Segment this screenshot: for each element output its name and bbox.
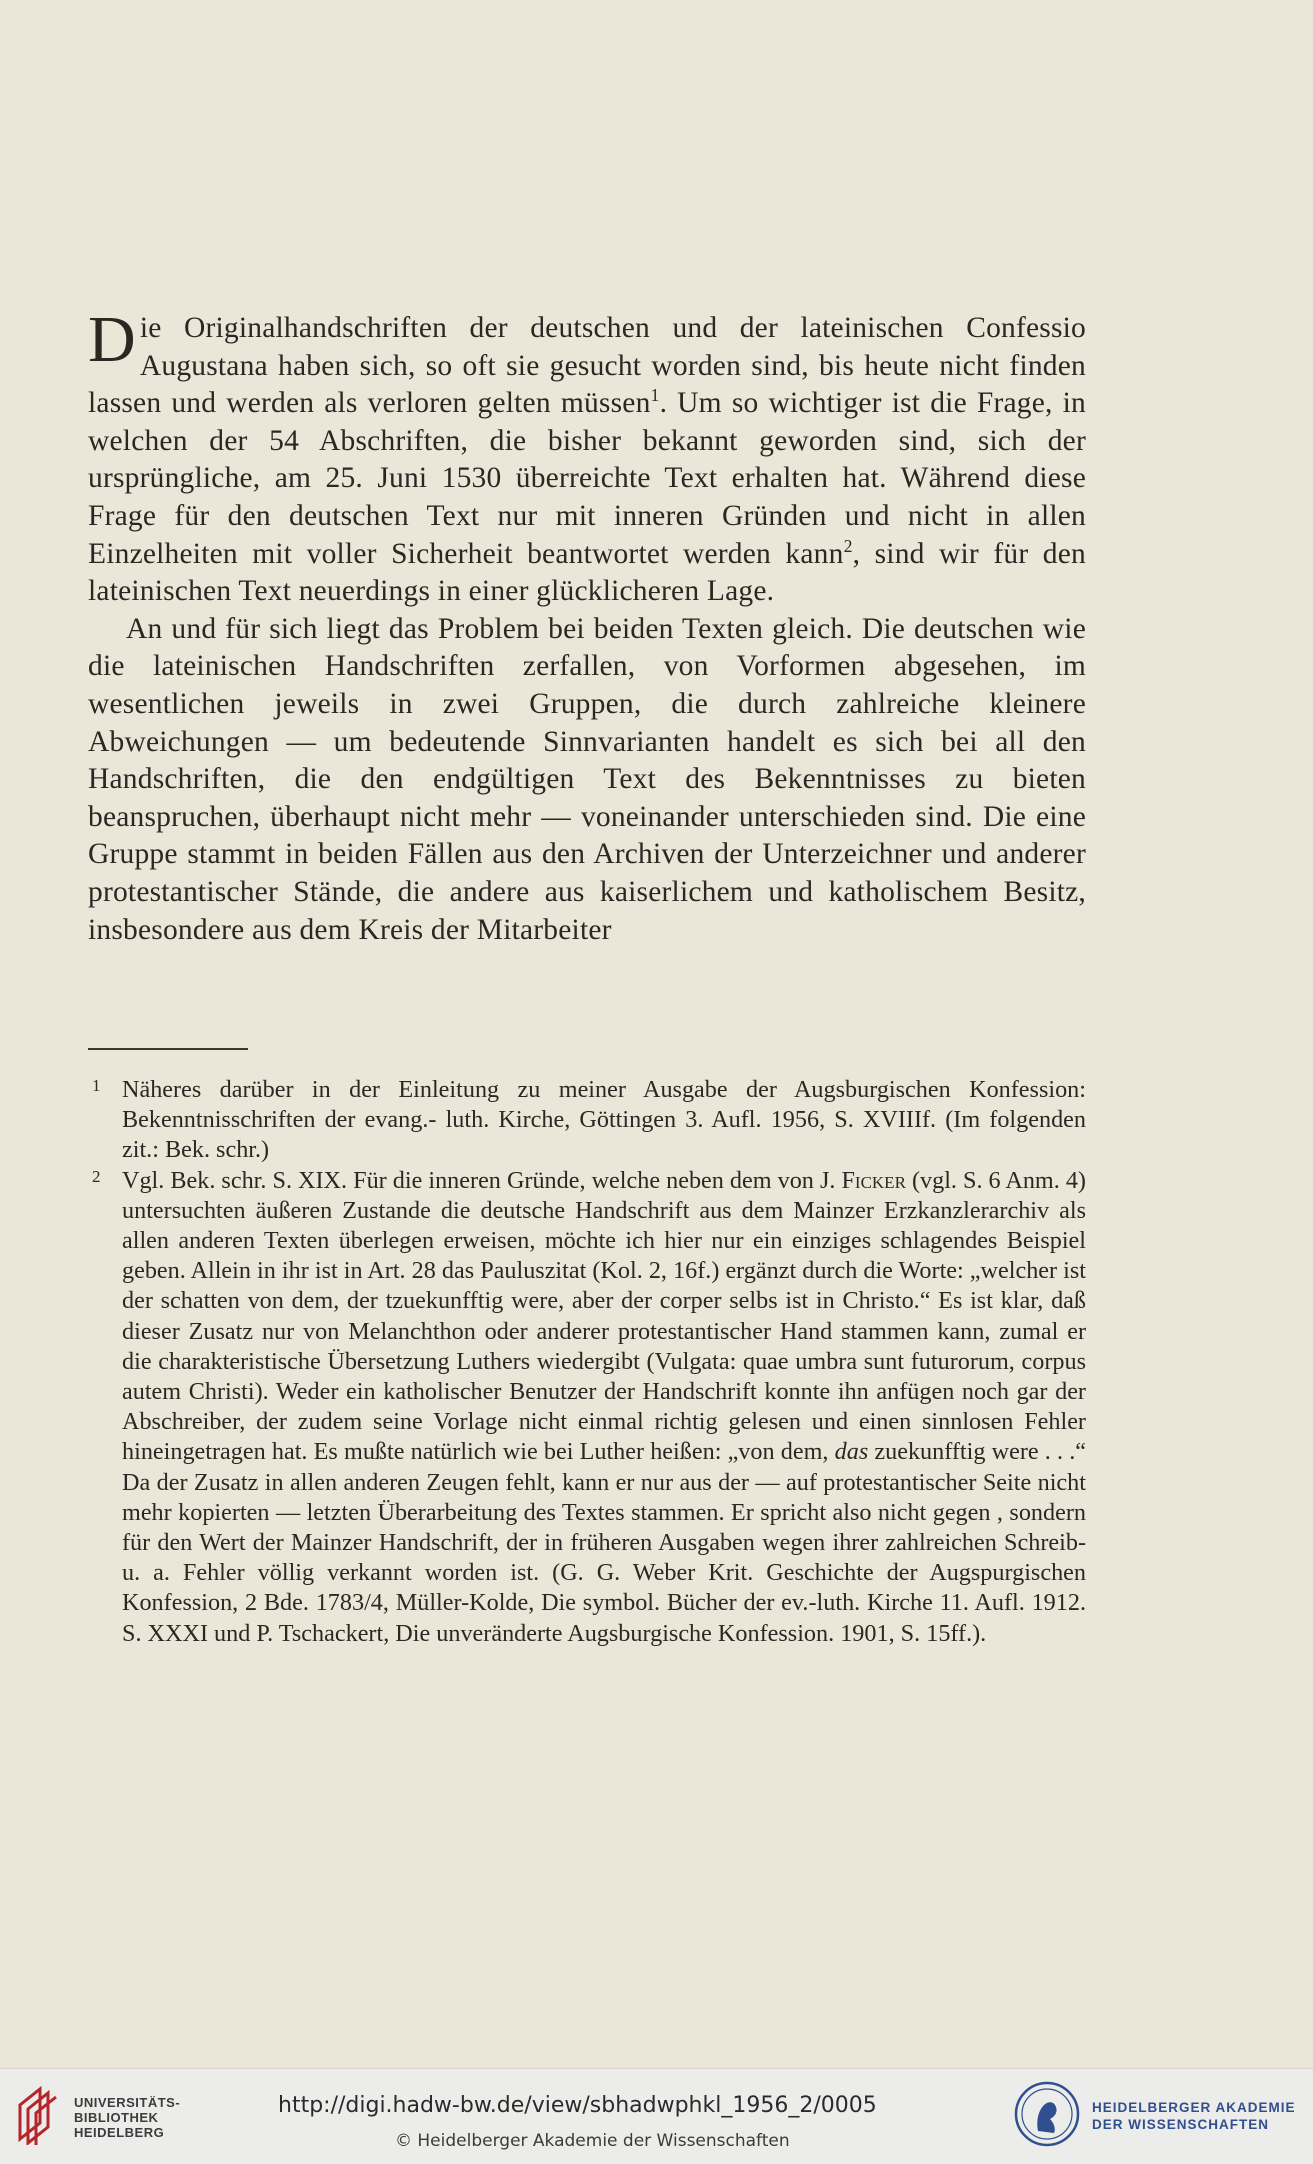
university-library-name	[74, 2095, 180, 2140]
paragraph-1-text: ie Originalhandschriften der deutschen und der lateinischen Confessio Augustana haben sich, so oft sie gesucht worden sind, bis heute nicht finden lassen und werden als verloren gelten müssen	[88, 312, 1086, 420]
copyright-notice: © Heidelberger Akademie der Wissenschaften	[395, 2131, 790, 2151]
footnote-number: 1	[92, 1076, 101, 1095]
permalink-url[interactable]: http://digi.hadw-bw.de/view/sbhadwphkl_1956_2/0005	[278, 2093, 877, 2118]
paragraph-1-text-end: , sind wir für den lateinischen Text neuerdings in einer glücklicheren Lage.	[88, 537, 1086, 608]
academy-seal-logo-icon	[1014, 2081, 1080, 2147]
paragraph-2-text: An und für sich liegt das Problem bei beiden Texten gleich. Die deutschen wie die lateinischen Handschriften zerfallen, von Vorformen abgesehen, im wesentlichen jeweils in zwei Gruppen, die durch zahlreiche kleinere Abweichungen — um bedeutende Sinnvarianten handelt es sich bei all den Handschriften, die den endgültigen Text des Bekenntnisses zu bieten beanspruchen, überhaupt nicht mehr — voneinander unterschieden sind. Die eine Gruppe stammt in beiden Fällen aus den Archiven der Unterzeichner und anderer protestantischer Stände, die andere aus kaiserlichem und katholischem Besitz, insbesondere aus dem Kreis der Mitarbeiter	[88, 612, 1086, 946]
main-text	[88, 303, 1086, 949]
footnote-separator	[88, 1048, 248, 1050]
footnote-number: 2	[92, 1166, 101, 1186]
footnote-text-cont: (vgl. S. 6 Anm. 4) untersuchten äußeren Zustande die deutsche Handschrift aus dem Mainzer Erzkanzlerarchiv als allen anderen Texten überlegen erweisen, möchte ich hier nur ein einziges schlagendes Beispiel geben. Allein in ihr ist in Art. 28 das Pauluszitat (Kol. 2, 16f.) ergänzt durch die Worte: „welcher ist der schatten von dem, der tzuekunfftig were, aber der corper selbs ist in Christo.“ Es ist klar, daß dieser Zusatz nur von Melanchthon oder anderer protestantischer Hand stammen kann, zumal er die charakteristische Übersetzung Luthers wiedergibt (Vulgata: quae umbra sunt futurorum, corpus autem Christi). Weder ein katholischer Benutzer der Handschrift konnte ihn anfügen noch gar der Abschreiber, der zudem seine Vorlage nicht einmal richtig gelesen und einen sinnlosen Fehler hineingetragen hat. Es mußte natürlich wie bei Luther heißen: „von dem,	[122, 1166, 1086, 1466]
ub-line: UNIVERSITÄTS-	[74, 2095, 181, 2110]
university-library-logo-icon	[14, 2083, 70, 2145]
footer-bar	[0, 2068, 1313, 2164]
footnote-1	[88, 1075, 1086, 1166]
footnote-text: Vgl. Bek. schr. S. XIX. Für die inneren Gründe, welche neben dem von J.	[122, 1166, 842, 1194]
paragraph-1-text-cont: . Um so wichtiger ist die Frage, in welchen der 54 Abschriften, die bisher bekannt geworden sind, sich der ursprüngliche, am 25. Juni 1530 überreichte Text erhalten hat. Während diese Frage für den deutschen Text nur mit inneren Gründen und nicht in allen Einzelheiten mit voller Sicherheit beantwortet werden kann	[88, 387, 1086, 570]
footnote-2	[88, 1166, 1086, 1649]
footnote-text: Näheres darüber in der Einleitung zu meiner Ausgabe der Augsburgischen Konfession: Bekenntnisschriften der evang.- luth. Kirche, Göttingen 3. Aufl. 1956, S. XVIIIf. (Im folgenden zit.: Bek. schr.)	[122, 1076, 1086, 1164]
footnote-text-end: zuekunfftig were . . .“ Da der Zusatz in allen anderen Zeugen fehlt, kann er nur aus der — auf protestantischer Seite nicht mehr kopierten — letzten Überarbeitung des Textes stammen. Er spricht also nicht gegen , sondern für den Wert der Mainzer Handschrift, der in früheren Ausgaben wegen ihrer zahlreichen Schreib- u. a. Fehler völlig verkannt worden ist. (G. G. Weber Krit. Geschichte der Augspurgischen Konfession, 2 Bde. 1783/4, Müller-Kolde, Die symbol. Bücher der ev.-luth. Kirche 11. Aufl. 1912. S. XXXI und P. Tschackert, Die unveränderte Augsburgische Konfession. 1901, S. 15ff.).	[122, 1438, 1086, 1647]
ub-line: BIBLIOTHEK	[74, 2110, 159, 2125]
academy-line: HEIDELBERGER AKADEMIE	[1092, 2100, 1296, 2115]
footnotes	[88, 1075, 1086, 1649]
paragraph-1	[88, 303, 1086, 611]
ub-line: HEIDELBERG	[74, 2125, 165, 2140]
academy-line: DER WISSENSCHAFTEN	[1092, 2117, 1270, 2132]
footnote-ref-2[interactable]: 2	[843, 535, 853, 556]
paragraph-2	[88, 611, 1086, 949]
author-name: Ficker	[841, 1166, 906, 1194]
drop-capital: D	[88, 303, 136, 376]
italic-word: das	[834, 1438, 869, 1466]
academy-name	[1092, 2099, 1296, 2133]
footnote-ref-1[interactable]: 1	[650, 385, 660, 406]
